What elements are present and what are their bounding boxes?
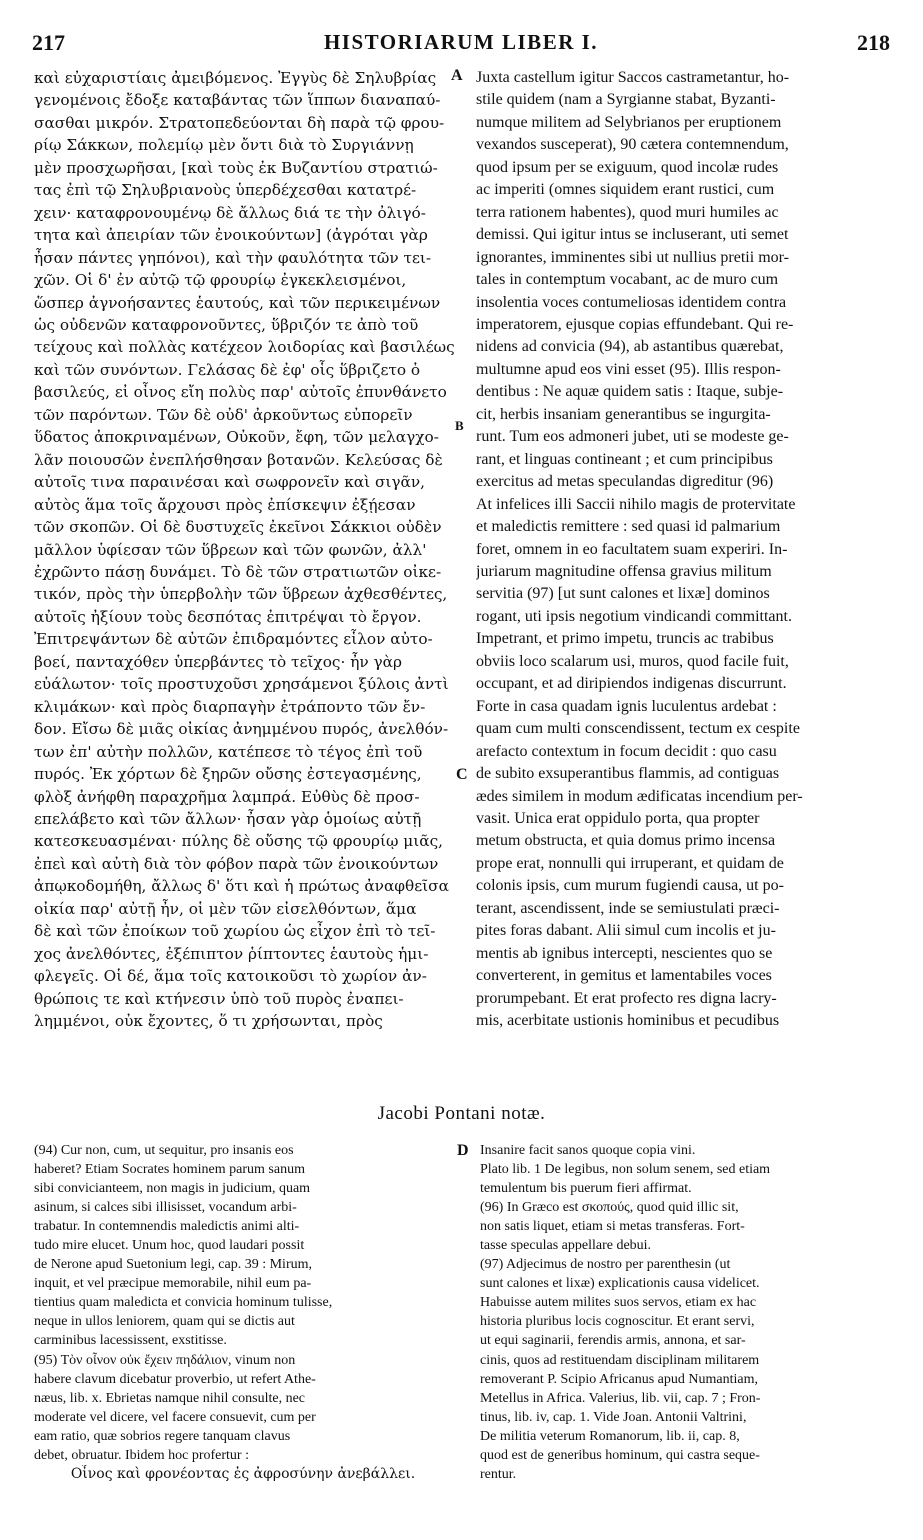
- latin-text-line: foret, omnem in eo facultatem suam experiri. In-: [476, 540, 788, 558]
- latin-text-line: prope erat, nonnulli qui irruperant, et quidam de: [476, 854, 784, 872]
- greek-text-line: γενομένοις ἔδοξε καταβάντας τῶν ἵππων διαναπαύ-: [34, 91, 441, 110]
- latin-text-line: terra rationem habentes), quod muri humiles ac: [476, 203, 779, 221]
- note-line: historia pluribus locis cognoscitur. Et erant servi,: [480, 1314, 755, 1330]
- note-line: temulentum bis puerum fieri affirmat.: [480, 1181, 692, 1197]
- latin-text-line: numque militem ad Selybrianos per eruptionem: [476, 113, 782, 131]
- latin-text-line: mentis ab ignibus intercepti, nescientes quo se: [476, 944, 773, 962]
- page-number-right: 218: [857, 30, 890, 55]
- greek-text-line: Ἐπιτρεψάντων δὲ αὐτῶν ἐπιδραμόντες εἷλον αὐτο-: [34, 630, 433, 649]
- greek-text-line: θρώποις τε καὶ κτήνεσιν ὑπὸ τοῦ πυρὸς ἐναπει-: [34, 989, 404, 1008]
- greek-text-line: τῶν σκοπῶν. Οἱ δὲ δυστυχεῖς ἐκεῖνοι Σάκκιοι οὐδὲν: [34, 518, 442, 537]
- greek-text-line: ἀπῳκοδομήθη, ἄλλως δ' ὅτι καὶ ἡ πρώτως ἀναφθεῖσα: [34, 877, 449, 896]
- greek-text-line: πυρός. Ἐκ χόρτων δὲ ξηρῶν οὔσης ἐστεγασμένης,: [34, 765, 422, 784]
- note-line: non satis liquet, etiam si metas transferas. Fort-: [480, 1219, 745, 1235]
- running-title: HISTORIARUM LIBER I.: [323, 30, 599, 54]
- note-line: (96) In Græco est σκοπούς, quod quid illic sit,: [480, 1200, 739, 1216]
- note-line: (94) Cur non, cum, ut sequitur, pro insanis eos: [34, 1143, 294, 1158]
- latin-text-column: [476, 67, 892, 1032]
- greek-text-line: ἐπεὶ καὶ αὐτὴ διὰ τὸν φόβον παρὰ τῶν ἐνοικούντων: [34, 854, 439, 873]
- note-line: Metellus in Africa. Valerius, lib. vii, cap. 7 ; Fron-: [480, 1390, 761, 1406]
- note-line: quod est de generibus hominum, qui castra seque-: [480, 1447, 760, 1463]
- latin-text-line: mis, acerbitate ustionis hominibus et pecudibus: [476, 1012, 780, 1030]
- latin-text-line: nidens ad convicia (94), ab astantibus quærebat,: [476, 338, 784, 356]
- greek-text-line: σασθαι μικρόν. Στρατοπεδεύονται δὴ παρὰ τῷ φρου-: [34, 113, 445, 132]
- greek-text-line: καὶ τῶν συνόντων. Γελάσας δὲ ἐφ' οἷς ὕβριζετο ὁ: [34, 360, 421, 379]
- greek-text-line: κλιμάκων· καὶ πρὸς διαρπαγὴν ἐτράποντο τῶν ἔν-: [34, 697, 426, 716]
- note-line: rentur.: [480, 1466, 517, 1482]
- note-greek-verse: Οἶνος καὶ φρονέοντας ἐς ἀφροσύνην ἀνεβάλλει.: [70, 1465, 416, 1482]
- greek-text-line: κατεσκευασμέναι· πύλης δὲ οὔσης τῷ φρουρίῳ μιᾶς,: [34, 832, 443, 851]
- greek-text-line: ὥσπερ ἀγνοήσαντες ἑαυτούς, καὶ τῶν περικειμένων: [34, 293, 441, 312]
- note-line: debet, obruatur. Ibidem hoc profertur :: [34, 1447, 249, 1463]
- greek-text-line: ὡς οὐδενῶν καταφρονοῦντες, ὕβριζόν τε ἀπὸ τοῦ: [34, 315, 419, 334]
- greek-text-line: χειν· καταφρονουμένῳ δὲ ἄλλως διά τε τὴν ὀλιγό-: [34, 203, 426, 222]
- latin-text-line: runt. Tum eos admoneri jubet, uti se modeste ge-: [476, 428, 789, 446]
- latin-text-line: terant, ascendissent, inde se semiustulati præci-: [476, 899, 780, 917]
- margin-marker-a: A: [451, 67, 463, 84]
- greek-text-line: των ἐπ' αὐτὴν πολλῶν, κατέπεσε τὸ τέγος ἐπὶ τοῦ: [34, 742, 423, 761]
- greek-text-line: λᾶν ποιουσῶν ἐνεπλήσθησαν βοτανῶν. Κελεύσας δὲ: [34, 450, 443, 469]
- greek-text-line: ὕδατος ἀποκριναμένων, Οὐκοῦν, ἔφη, τῶν μελαγχο-: [34, 428, 439, 447]
- note-line: næus, lib. x. Ebrietas namque nihil consulte, nec: [34, 1390, 306, 1406]
- note-line: cinis, quos ad restituendam disciplinam militarem: [480, 1352, 760, 1368]
- greek-text-line: φλεγεῖς. Οἱ δέ, ἅμα τοῖς κατοικοῦσι τὸ χωρίον ἀν-: [34, 967, 427, 986]
- note-line: inquit, et vel præcipue memorabile, nihil eum pa-: [34, 1276, 312, 1292]
- note-line: eam ratio, quæ sobrios regere tanquam clavus: [34, 1428, 291, 1444]
- note-line: Insanire facit sanos quoque copia vini.: [480, 1143, 696, 1158]
- latin-text-line: occupant, et ad diripiendos indigenas discurrunt.: [476, 675, 787, 693]
- greek-text-line: δον. Εἴσω δὲ μιᾶς οἰκίας ἀνημμένου πυρός, ἀνελθόν-: [34, 720, 449, 739]
- page-number-left: 217: [32, 30, 65, 55]
- latin-text-line: vasit. Unica erat oppidulo porta, qua propter: [476, 809, 760, 827]
- latin-text-line: dentibus : Ne aquæ quidem satis : Itaque, subje-: [476, 383, 784, 401]
- note-line: moderate vel dicere, vel facere consuevit, cum per: [34, 1409, 316, 1425]
- latin-text-line: rogant, uti ipsis negotium vindicandi committant.: [476, 607, 792, 625]
- notes-right-column: [480, 1141, 890, 1484]
- note-line: haberet? Etiam Socrates hominem parum sanum: [34, 1162, 305, 1178]
- greek-text-line: μᾶλλον ὑφίεσαν τῶν ὕβρεων καὶ τῶν φωνῶν, ἀλλ': [34, 540, 427, 559]
- latin-text-line: colonis ipsis, cum murum fugiendi causa, ut po-: [476, 877, 784, 895]
- greek-text-line: τητα καὶ ἀπειρίαν τῶν ἐνοικούντων] (ἀγρόται γὰρ: [34, 226, 428, 245]
- note-line: removerant P. Scipio Africanus apud Numantiam,: [480, 1371, 758, 1387]
- latin-text-line: Impetrant, et primo impetu, truncis ac trabibus: [476, 630, 774, 648]
- latin-text-line: obviis loco scalarum usi, muros, quod facile fuit,: [476, 652, 789, 670]
- greek-text-line: καὶ εὐχαριστίαις ἀμειβόμενος. Ἐγγὺς δὲ Σηλυβρίας: [34, 69, 437, 87]
- note-line: ut equi saginarii, ferendis armis, annona, et sar-: [480, 1333, 746, 1349]
- latin-text-line: arefacto contextum in focum decidit : quo casu: [476, 742, 777, 760]
- note-line: De militia veterum Romanorum, lib. ii, cap. 8,: [480, 1428, 740, 1444]
- greek-text-line: αὐτοῖς τινα παραινέσαι καὶ σωφρονεῖν καὶ σιγᾶν,: [34, 473, 426, 492]
- greek-text-line: δὲ καὶ τῶν ἐποίκων τοῦ χωρίου ὡς εἶχον ἐπὶ τὸ τεῖ-: [34, 922, 436, 941]
- latin-text-line: ac imperiti (omnes siquidem erant rustici, cum: [476, 181, 775, 199]
- note-line: tudo mire elucet. Unum hoc, quod laudari possit: [34, 1238, 305, 1254]
- greek-text-line: χῶν. Οἱ δ' ἐν αὐτῷ τῷ φρουρίῳ ἐγκεκλεισμένοι,: [34, 271, 407, 290]
- note-line: neque in ullos leniorem, quam qui se dictis aut: [34, 1314, 295, 1330]
- margin-marker-c: C: [456, 766, 468, 783]
- page-header: [32, 30, 890, 60]
- greek-text-line: ρίῳ Σάκκων, πολεμίῳ μὲν ὄντι διὰ τὸ Συργιάννῃ: [34, 136, 414, 155]
- greek-text-column: [34, 67, 460, 1032]
- latin-text-line: converterent, in gemitus et lamentabiles voces: [476, 967, 772, 985]
- latin-text-line: de subito exsuperantibus flammis, ad contiguas: [476, 765, 780, 783]
- latin-text-line: stile quidem (nam a Syrgianne stabat, Byzanti-: [476, 91, 776, 109]
- greek-text-line: επελάβετο καὶ τῶν ἄλλων· ἦσαν γὰρ ὁμοίως αὐτῇ: [34, 809, 422, 828]
- margin-marker-b: B: [455, 418, 464, 433]
- latin-text-line: exercitus ad metas speculandas digreditur (96): [476, 473, 774, 491]
- note-line: tasse speculas appellare debui.: [480, 1238, 652, 1254]
- greek-text-line: εὐάλωτον· τοῖς προστυχοῦσι χρησάμενοι ξύλοις ἀντὶ: [34, 675, 449, 694]
- greek-text-line: φλὸξ ἀνήφθη παραχρῆμα λαμπρά. Εὐθὺς δὲ προσ-: [34, 787, 420, 806]
- latin-text-line: cit, herbis insaniam generantibus se ingurgita-: [476, 405, 771, 423]
- latin-text-line: quod ipsum per se exiguum, quod incolæ rudes: [476, 158, 779, 176]
- greek-text-line: λημμένοι, οὐκ ἔχοντες, ὅ τι χρήσωνται, πρὸς: [34, 1012, 383, 1031]
- greek-text-line: μὲν προσχωρῆσαι, [καὶ τοὺς ἐκ Βυζαντίου στρατιώ-: [34, 158, 438, 177]
- greek-text-line: τικόν, πρὸς τὴν ὑπερβολὴν τῶν ὕβρεων ἀχθεσθέντες,: [34, 585, 448, 604]
- latin-text-line: metum obstructa, et quia domus primo incensa: [476, 832, 776, 850]
- greek-text-line: τῶν παρόντων. Τῶν δὲ οὐδ' ἀρκοῦντως εὐπορεῖν: [34, 405, 413, 424]
- note-line: habere clavum dicebatur proverbio, ut refert Athe-: [34, 1371, 316, 1387]
- note-line: trabatur. In contemnendis maledictis animi alti-: [34, 1219, 300, 1235]
- note-line: tinus, lib. iv, cap. 1. Vide Joan. Antonii Valtrini,: [480, 1409, 747, 1425]
- note-line: sibi convicianteem, non magis in judicium, quam: [34, 1181, 311, 1197]
- greek-text-line: τας ἐπὶ τῷ Σηλυβριανοὺς ὑπερδέχεσθαι κατατρέ-: [34, 181, 417, 200]
- margin-marker-d: D: [457, 1142, 469, 1159]
- note-line: carminibus lacessissent, exstitisse.: [34, 1333, 227, 1349]
- note-line: sunt calones et lixæ) explicationis causa videlicet.: [480, 1276, 760, 1292]
- note-line: Habuisse autem milites suos servos, etiam ex hac: [480, 1295, 757, 1311]
- latin-text-line: prorumpebant. Et erat profecto res digna lacry-: [476, 989, 777, 1007]
- note-line: (97) Adjecimus de nostro per parenthesin (ut: [480, 1257, 731, 1273]
- latin-text-line: Juxta castellum igitur Saccos castrametantur, ho-: [476, 69, 790, 86]
- latin-text-line: servitia (97) [ut sunt calones et lixæ] dominos: [476, 585, 770, 603]
- greek-text-line: αὐτὸς ἅμα τοῖς ἄρχουσι πρὸς ἐπίσκεψιν ἐξῄεσαν: [34, 495, 416, 514]
- latin-text-line: juriarum magnitudine offensa gravius militum: [476, 562, 772, 580]
- latin-text-line: ædes similem in modum ædificatas incendium per-: [476, 787, 803, 805]
- notes-heading: Jacobi Pontani notæ.: [377, 1103, 546, 1124]
- latin-text-line: ignorantes, imminentes sibi ut nullius pretii mor-: [476, 248, 789, 266]
- greek-text-line: οἰκία παρ' αὐτῇ ἦν, οἱ μὲν τῶν εἰσελθόντων, ἅμα: [34, 899, 417, 918]
- latin-text-line: Forte in casa quadam ignis luculentus ardebat :: [476, 697, 777, 715]
- latin-text-line: insolentia voces contumeliosas identidem contra: [476, 293, 787, 311]
- greek-text-line: χος ἀνελθόντες, ἐξέπιπτον ῥίπτοντες ἑαυτοὺς ἡμι-: [34, 944, 429, 963]
- greek-text-line: αὐτοῖς ἠξίουν τοὺς δεσπότας ἐπιτρέψαι τὸ ἔργον.: [34, 607, 422, 626]
- latin-text-line: At infelices illi Saccii nihilo magis de protervitate: [476, 495, 796, 513]
- latin-text-line: imperatorem, ejusque copias effundebant. Qui re-: [476, 315, 794, 333]
- latin-text-line: quam cum multi conscendissent, tectum ex cespite: [476, 720, 800, 738]
- latin-text-line: vexandos susceperat), 90 cætera contemnendum,: [476, 136, 789, 154]
- latin-text-line: multumne apud eos vini esset (95). Illis respon-: [476, 360, 781, 378]
- note-line: Plato lib. 1 De legibus, non solum senem, sed etiam: [480, 1162, 771, 1178]
- note-line: (95) Τὸν οἶνον οὐκ ἔχειν πηδάλιον, vinum non: [34, 1352, 296, 1368]
- notes-left-column: [34, 1141, 452, 1484]
- greek-text-line: ἦσαν πάντες γηπόνοι), καὶ τὴν φαυλότητα τῶν τει-: [34, 248, 432, 267]
- note-line: de Nerone apud Suetonium legi, cap. 39 : Mirum,: [34, 1257, 312, 1273]
- greek-text-line: τείχους καὶ πολλὰς κατέχεον λοιδορίας καὶ βασιλέως: [34, 338, 455, 357]
- note-line: asinum, si calces sibi illisisset, vocandum arbi-: [34, 1200, 297, 1216]
- latin-text-line: et maledictis remittere : sed quasi id palmarium: [476, 518, 781, 536]
- note-line: tientius quam maledicta et convicia hominum tulisse,: [34, 1295, 333, 1311]
- latin-text-line: pites foras dabant. Alii simul cum incolis et ju-: [476, 922, 776, 940]
- greek-text-line: ἐχρῶντο πάσῃ δυνάμει. Τὸ δὲ τῶν στρατιωτῶν οἰκε-: [34, 562, 442, 581]
- greek-text-line: βοεί, πανταχόθεν ὑπερβάντες τὸ τεῖχος· ἦν γὰρ: [34, 652, 402, 671]
- greek-text-line: βασιλεύς, εἰ οἶνος εἴη πολὺς παρ' αὐτοῖς ἐπυνθάνετο: [34, 383, 447, 402]
- latin-text-line: tales in contemptum vocabant, ac de muro cum: [476, 271, 779, 289]
- latin-text-line: rant, et linguas contineant ; et cum principibus: [476, 450, 773, 468]
- latin-text-line: demissi. Qui igitur intus se incluserant, uti semet: [476, 226, 789, 244]
